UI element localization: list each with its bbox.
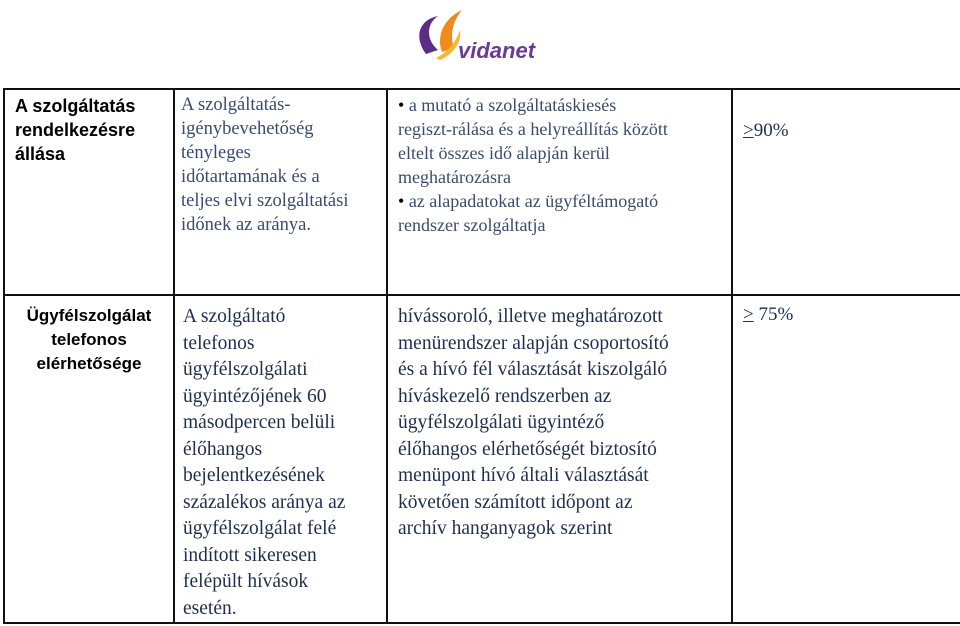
description-text: A szolgáltató telefonos ügyfélszolgálati ügyintézőjének 60 másodpercen belüli élőhangos bejelentkezésének százalékos aránya az ügyfélszolgálat felé indított sikeresen felépült hívások esetén. [183, 306, 346, 619]
swoosh-icon [419, 10, 462, 60]
list-item: • a mutató a szolgáltatáskiesés regiszt-rálása és a helyreállítás között eltelt összes idő alapján kerül meghatározásra [398, 95, 668, 187]
logo-wordmark: vidanet [458, 38, 536, 63]
table-row [4, 295, 960, 623]
description-cell [174, 89, 387, 295]
method-cell [387, 295, 732, 623]
list-item: • az alapadatokat az ügyféltámogató rendszer szolgáltatja [398, 191, 659, 235]
indicator-cell [4, 89, 174, 295]
target-cell [732, 89, 960, 295]
target-cell [732, 295, 960, 623]
target-value: > 75% [743, 304, 794, 325]
indicator-label: A szolgáltatás rendelkezésre állása [15, 96, 136, 164]
description-text: A szolgáltatás- igénybevehetőség tényleges időtartamának és a teljes elvi szolgáltatási időnek az aránya. [181, 95, 349, 235]
target-value: >90% [743, 120, 789, 141]
indicator-cell [4, 295, 174, 623]
description-cell [174, 295, 387, 623]
method-cell [387, 89, 732, 295]
method-text: hívássoroló, illetve meghatározott menürendszer alapján csoportosító és a hívó fél választását kiszolgáló híváskezelő rendszerben az ügyfélszolgálati ügyintéző élőhangos elérhetőségét biztosító menüpont hívó általi választását követően számított időpont az archív hanganyagok szerint [398, 306, 669, 539]
method-list [398, 93, 721, 237]
indicator-label: Ügyfélszolgálat telefonos elérhetősége [26, 306, 152, 373]
kpi-table [3, 88, 960, 624]
method-text [388, 90, 731, 237]
table-row [4, 89, 960, 295]
vidanet-logo [396, 2, 556, 66]
